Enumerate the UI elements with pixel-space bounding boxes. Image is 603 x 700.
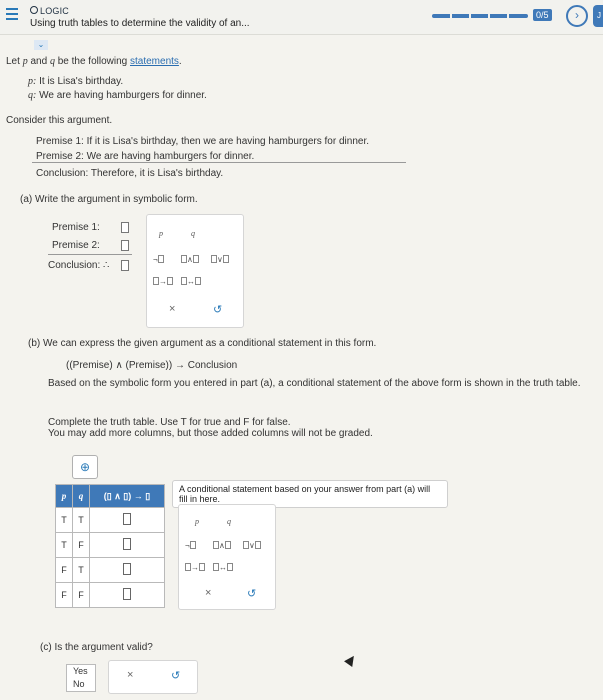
cell-p: F [56,583,73,608]
not-symbol: ¬ [185,541,190,550]
no-option[interactable]: No [73,679,85,689]
topic-title: Using truth tables to determine the validity of an... [30,18,250,29]
palette-p-button[interactable]: p [195,517,199,526]
header-p: p [56,485,73,508]
result-input-cell[interactable] [90,508,165,533]
consider-text: Consider this argument. [6,115,113,126]
complete-instruction: Complete the truth table. Use T for true and F for false. [48,417,291,428]
cell-p: F [56,558,73,583]
cell-q: T [73,558,90,583]
var-q: q [49,56,55,67]
p-text: It is Lisa's birthday. [39,76,124,87]
let-text: Let [6,56,20,67]
symbol-palette-a [146,214,244,328]
q-text: We are having hamburgers for dinner. [39,90,207,101]
validity-choice[interactable] [66,664,96,692]
header-expression: (▯ ∧ ▯) → ▯ [90,485,165,508]
premise1-input[interactable] [121,222,129,233]
based-on-text: Based on the symbolic form you entered in part (a), a conditional statement of the above form is shown in the truth table. [48,378,581,389]
premise1-label: Premise 1: [52,222,100,233]
result-input-cell[interactable] [90,533,165,558]
therefore-symbol: ∴ [103,260,110,271]
palette-or-button[interactable] [211,255,229,264]
table-row [56,558,165,583]
close-icon[interactable]: × [169,303,176,315]
progress-bar [432,14,528,18]
cell-q: F [73,533,90,558]
symbol-palette-b [178,504,276,610]
palette-cond-button[interactable] [185,563,205,572]
and-text: and [30,56,48,67]
premise2-text: Premise 2: We are having hamburgers for dinner. [36,151,255,162]
part-c-prompt: (c) Is the argument valid? [40,642,153,653]
cell-q: F [73,583,90,608]
close-icon[interactable]: × [205,587,212,599]
or-symbol: ∨ [217,255,223,264]
part-a-prompt: (a) Write the argument in symbolic form. [20,194,198,205]
result-input-cell[interactable] [90,558,165,583]
yes-option[interactable]: Yes [73,666,88,676]
result-input-cell[interactable] [90,583,165,608]
mouse-cursor-icon [344,653,358,667]
conclusion-label [48,260,109,271]
and-symbol: ∧ [219,541,225,550]
p-label: p: [28,76,37,87]
be-following-text: be the following [57,56,128,67]
section-ring-icon [30,6,38,14]
conclusion-label-text: Conclusion: [48,260,101,271]
argument-divider [32,162,406,163]
conditional-form: ((Premise) ∧ (Premise)) → Conclusion [66,360,238,371]
menu-icon[interactable] [6,8,18,20]
palette-q-button[interactable]: q [191,229,195,238]
not-symbol: ¬ [153,255,158,264]
intro-line [6,56,182,67]
period: . [178,56,182,67]
score-badge: 0/5 [533,9,552,21]
palette-and-button[interactable] [213,541,231,550]
palette-not-button[interactable] [153,255,164,264]
and-symbol: ∧ [187,255,193,264]
palette-or-button[interactable] [243,541,261,550]
undo-icon[interactable]: ↺ [213,304,223,316]
section-label [30,6,69,16]
bicond-symbol: ↔ [219,563,227,572]
chevron-right-icon[interactable]: › [566,5,588,27]
statement-q [28,90,207,101]
palette-bicond-button[interactable] [213,563,233,572]
chevron-down-icon[interactable]: ⌄ [34,40,48,50]
table-header-row [56,485,165,508]
undo-icon[interactable]: ↺ [171,670,181,682]
cell-p: T [56,508,73,533]
table-row [56,508,165,533]
truth-table [55,484,165,608]
premise2-input[interactable] [121,240,129,251]
answer-palette [108,660,198,694]
part-a-divider [48,254,132,255]
palette-q-button[interactable]: q [227,517,231,526]
statement-p [28,76,123,87]
callout-note: A conditional statement based on your answer from part (a) will fill in here. [172,480,448,508]
undo-icon[interactable]: ↺ [247,588,257,600]
cond-symbol: → [159,277,167,286]
or-symbol: ∨ [249,541,255,550]
palette-and-button[interactable] [181,255,199,264]
cond-symbol: → [191,563,199,572]
statements-link[interactable]: statements [130,56,179,67]
palette-not-button[interactable] [185,541,196,550]
add-column-icon[interactable]: ⊕ [72,455,98,479]
table-row [56,583,165,608]
var-p: p [22,56,28,67]
result-input[interactable] [123,588,131,600]
section-text: LOGIC [40,6,70,16]
premise1-text: Premise 1: If it is Lisa's birthday, then we are having hamburgers for dinner. [36,136,369,147]
q-label: q: [28,90,37,101]
part-b-prompt: (b) We can express the given argument as a conditional statement in this form. [28,338,377,349]
conclusion-input[interactable] [121,260,129,271]
palette-cond-button[interactable] [153,277,173,286]
palette-bicond-button[interactable] [181,277,201,286]
result-input[interactable] [123,563,131,575]
result-input[interactable] [123,513,131,525]
cell-q: T [73,508,90,533]
palette-p-button[interactable]: p [159,229,163,238]
side-tab[interactable]: J [593,5,603,27]
bicond-symbol: ↔ [187,277,195,286]
header-q: q [73,485,90,508]
result-input[interactable] [123,538,131,550]
table-row [56,533,165,558]
close-icon[interactable]: × [127,669,134,681]
add-columns-note: You may add more columns, but those added columns will not be graded. [48,428,373,439]
cell-p: T [56,533,73,558]
conclusion-text: Conclusion: Therefore, it is Lisa's birthday. [36,168,224,179]
premise2-label: Premise 2: [52,240,100,251]
